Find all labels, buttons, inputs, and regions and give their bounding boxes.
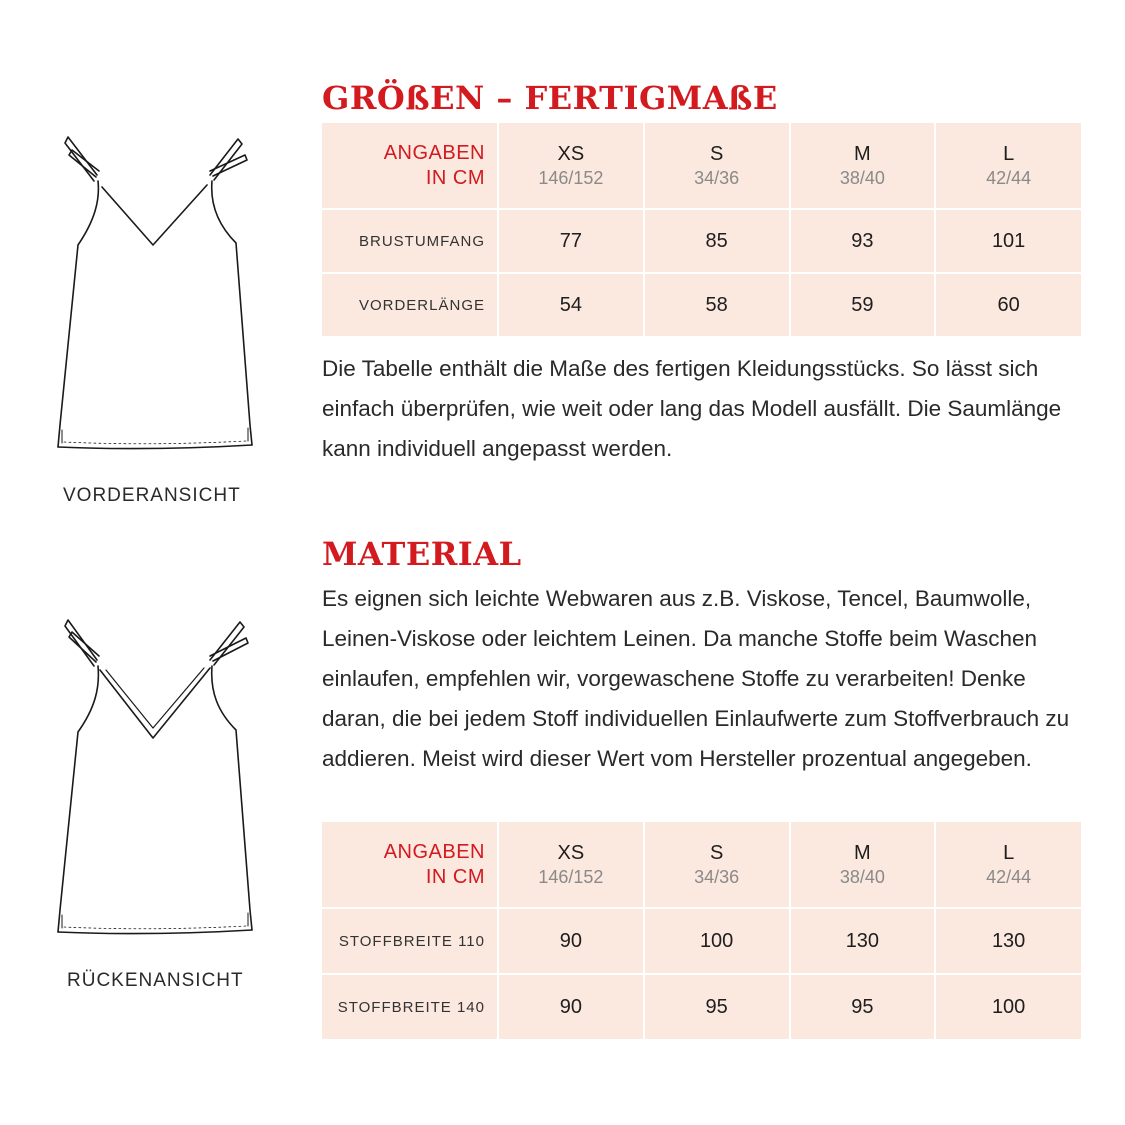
- size-range: 34/36: [694, 167, 740, 188]
- size-range: 42/44: [986, 866, 1032, 887]
- table-cell: 85: [644, 209, 790, 273]
- size-range: 146/152: [538, 866, 604, 887]
- table-cell: 100: [935, 974, 1081, 1039]
- front-view-sketch: [50, 125, 265, 455]
- table-cell: 130: [790, 908, 936, 974]
- size-column-xs: [498, 123, 644, 209]
- material-heading: MATERIAL: [322, 535, 522, 573]
- size-name: XS: [557, 142, 585, 165]
- size-range: 38/40: [839, 167, 885, 188]
- size-range: 42/44: [986, 167, 1032, 188]
- table-cell: 59: [790, 273, 936, 336]
- row-label: STOFFBREITE 110: [322, 908, 498, 974]
- table-cell: 101: [935, 209, 1081, 273]
- size-column-s: [644, 822, 790, 908]
- size-name: L: [1003, 142, 1015, 165]
- units-line-1: ANGABEN: [383, 840, 485, 863]
- row-label: BRUSTUMFANG: [322, 209, 498, 273]
- size-name: M: [854, 142, 871, 165]
- table-row: [322, 908, 1081, 974]
- table-cell: 54: [498, 273, 644, 336]
- table-cell: 58: [644, 273, 790, 336]
- size-name: S: [709, 841, 724, 864]
- size-name: XS: [557, 841, 585, 864]
- size-column-m: [790, 123, 936, 209]
- size-name: S: [709, 142, 724, 165]
- material-description: Es eignen sich leichte Webwaren aus z.B. Viskose, Tencel, Baumwolle, Leinen-Viskose oder leichtem Leinen. Da manche Stoffe beim Waschen einlaufen, empfehlen wir, vorgewaschene Stoffe zu verarbeiten! Denke daran, die bei jedem Stoff individuellen Einlaufwerte zum Stoffverbrauch zu addieren. Meist wird dieser Wert vom Hersteller prozentual angegeben.: [322, 586, 1070, 771]
- size-column-m: [790, 822, 936, 908]
- table-cell: 60: [935, 273, 1081, 336]
- table-header-row: [322, 123, 1081, 209]
- table-cell: 130: [935, 908, 1081, 974]
- units-line-1: ANGABEN: [383, 141, 485, 164]
- fabric-requirement-table: [322, 822, 1081, 1039]
- units-line-2: IN CM: [425, 865, 485, 888]
- table-cell: 93: [790, 209, 936, 273]
- front-view-caption: VORDERANSICHT: [63, 485, 241, 506]
- size-range: 38/40: [839, 866, 885, 887]
- size-column-xs: [498, 822, 644, 908]
- units-label: [322, 822, 498, 908]
- table-cell: 95: [790, 974, 936, 1039]
- row-label: VORDERLÄNGE: [322, 273, 498, 336]
- table-cell: 100: [644, 908, 790, 974]
- table-header-row: [322, 822, 1081, 908]
- size-name: M: [854, 841, 871, 864]
- table-cell: 95: [644, 974, 790, 1039]
- size-column-l: [935, 822, 1081, 908]
- table-row: [322, 209, 1081, 273]
- size-range: 34/36: [694, 866, 740, 887]
- size-column-l: [935, 123, 1081, 209]
- size-column-s: [644, 123, 790, 209]
- size-name: L: [1003, 841, 1015, 864]
- size-range: 146/152: [538, 167, 604, 188]
- sizes-description: Die Tabelle enthält die Maße des fertigen Kleidungsstücks. So lässt sich einfach überprüfen, wie weit oder lang das Modell ausfällt. Die Saumlänge kann individuell angepasst werden.: [322, 356, 1062, 461]
- back-view-caption: RÜCKENANSICHT: [67, 970, 244, 991]
- units-line-2: IN CM: [425, 166, 485, 189]
- table-row: [322, 974, 1081, 1039]
- table-row: [322, 273, 1081, 336]
- sizes-heading: GRÖßEN – FERTIGMAßE: [322, 79, 778, 117]
- table-cell: 90: [498, 908, 644, 974]
- finished-measurements-table: [322, 123, 1081, 336]
- table-cell: 90: [498, 974, 644, 1039]
- row-label: STOFFBREITE 140: [322, 974, 498, 1039]
- table-cell: 77: [498, 209, 644, 273]
- units-label: [322, 123, 498, 209]
- back-view-sketch: [50, 610, 265, 940]
